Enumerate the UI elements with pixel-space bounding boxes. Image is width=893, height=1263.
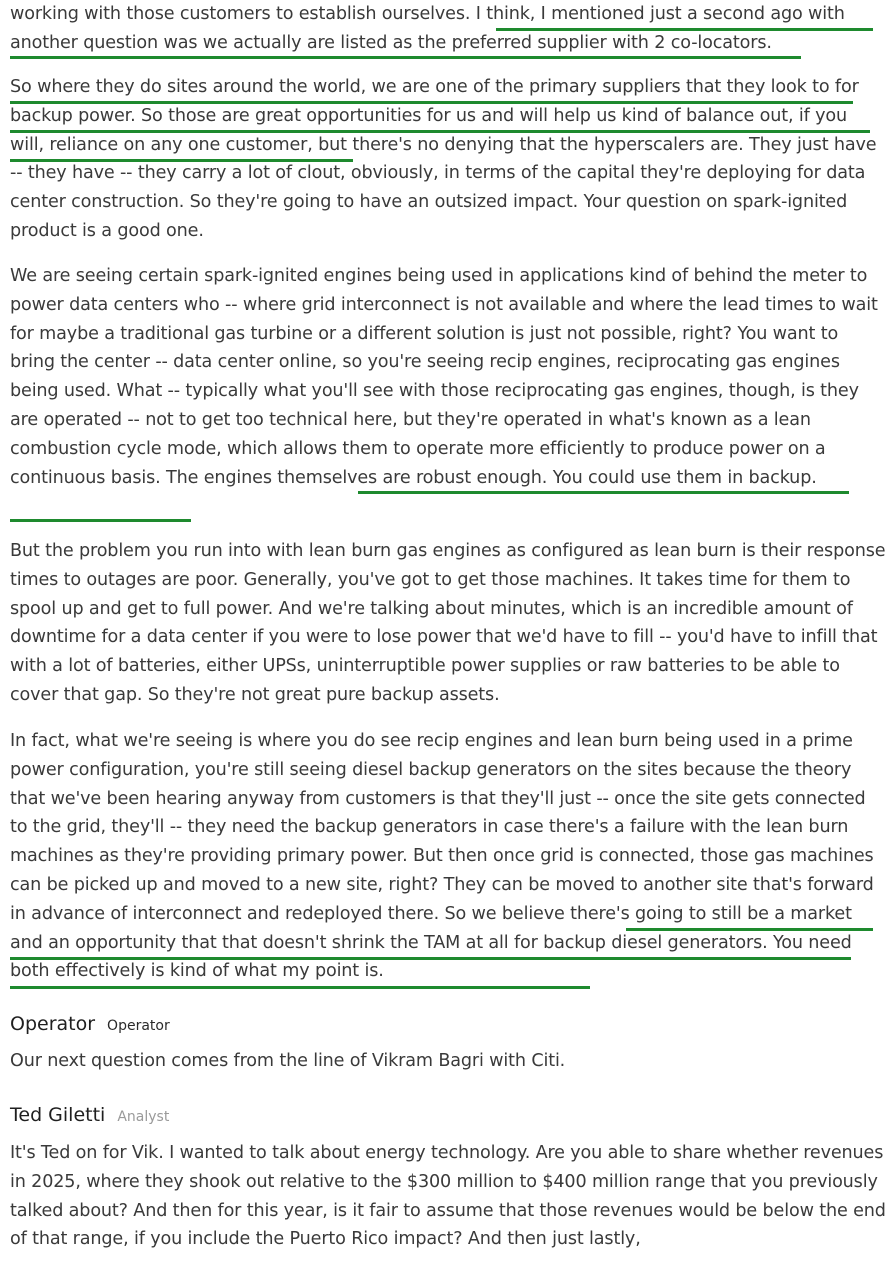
speaker-header-analyst [10, 1104, 169, 1126]
highlight-underline [358, 491, 849, 494]
transcript-paragraph-1: working with those customers to establish ourselves. I think, I mentioned just a second ago with another question was we actually are listed as the preferred supplier with 2 co-locators. [10, 4, 845, 53]
highlight-underline [10, 159, 353, 162]
highlight-underline [626, 928, 873, 931]
transcript-paragraph-5: In fact, what we're seeing is where you do see recip engines and lean burn being used in a prime power configuration, you're still seeing diesel backup generators on the sites because the theory that we've been hearing anyway from customers is that they'll just -- once the site gets connected to the grid, they'll -- they need the backup generators in case there's a failure with the lean burn machines as they're providing primary power. But then once grid is connected, those gas machines can be picked up and moved to a new site, right? They can be moved to another site that's forward in advance of interconnect and redeployed there. So we believe there's going to still be a market and an opportunity that that doesn't shrink the TAM at all for backup diesel generators. You need both effectively is kind of what my point is. [10, 731, 874, 982]
analyst-question: It's Ted on for Vik. I wanted to talk about energy technology. Are you able to share whether revenues in 2025, where they shook out relative to the $300 million to $400 million range that you previously talked about? And then for this year, is it fair to assume that those revenues would be below the end of that range, if you include the Puerto Rico impact? And then just lastly, [10, 1143, 886, 1250]
highlight-underline [10, 986, 590, 989]
highlight-underline [10, 519, 191, 522]
highlight-underline [10, 957, 851, 960]
operator-statement: Our next question comes from the line of Vikram Bagri with Citi. [10, 1051, 566, 1071]
highlight-underline [10, 130, 870, 133]
highlight-underline [10, 56, 801, 59]
transcript-paragraph-3: We are seeing certain spark-ignited engines being used in applications kind of behind the meter to power data centers who -- where grid interconnect is not available and where the lead times to wait for maybe a traditional gas turbine or a different solution is just not possible, right? You want to bring the center -- data center online, so you're seeing recip engines, reciprocating gas engines being used. What -- typically what you'll see with those reciprocating gas engines, though, is they are operated -- not to get too technical here, but they're operated in what's known as a lean combustion cycle mode, which allows them to operate more efficiently to produce power on a continuous basis. The engines themselves are robust enough. You could use them in backup. [10, 266, 878, 488]
speaker-role: Analyst [117, 1109, 170, 1125]
transcript-paragraph-2: So where they do sites around the world, we are one of the primary suppliers that they look to for backup power. So those are great opportunities for us and will help us kind of balance out, if you will, reliance on any one customer, but there's no denying that the hyperscalers are. They just have -- they have -- they carry a lot of clout, obviously, in terms of the capital they're deploying for data center construction. So they're going to have an outsized impact. Your question on spark-ignited product is a good one. [10, 77, 877, 241]
speaker-header-operator [10, 1013, 170, 1035]
speaker-role: Operator [107, 1018, 170, 1034]
highlight-underline [10, 101, 853, 104]
transcript-paragraph-4: But the problem you run into with lean burn gas engines as configured as lean burn is their response times to outages are poor. Generally, you've got to get those machines. It takes time for them to spool up and get to full power. And we're talking about minutes, which is an incredible amount of downtime for a data center if you were to lose power that we'd have to fill -- you'd have to infill that with a lot of batteries, either UPSs, uninterruptible power supplies or raw batteries to be able to cover that gap. So they're not great pure backup assets. [10, 541, 886, 705]
speaker-name: Ted Giletti [10, 1104, 106, 1126]
highlight-underline [496, 28, 873, 31]
speaker-name: Operator [10, 1013, 96, 1035]
